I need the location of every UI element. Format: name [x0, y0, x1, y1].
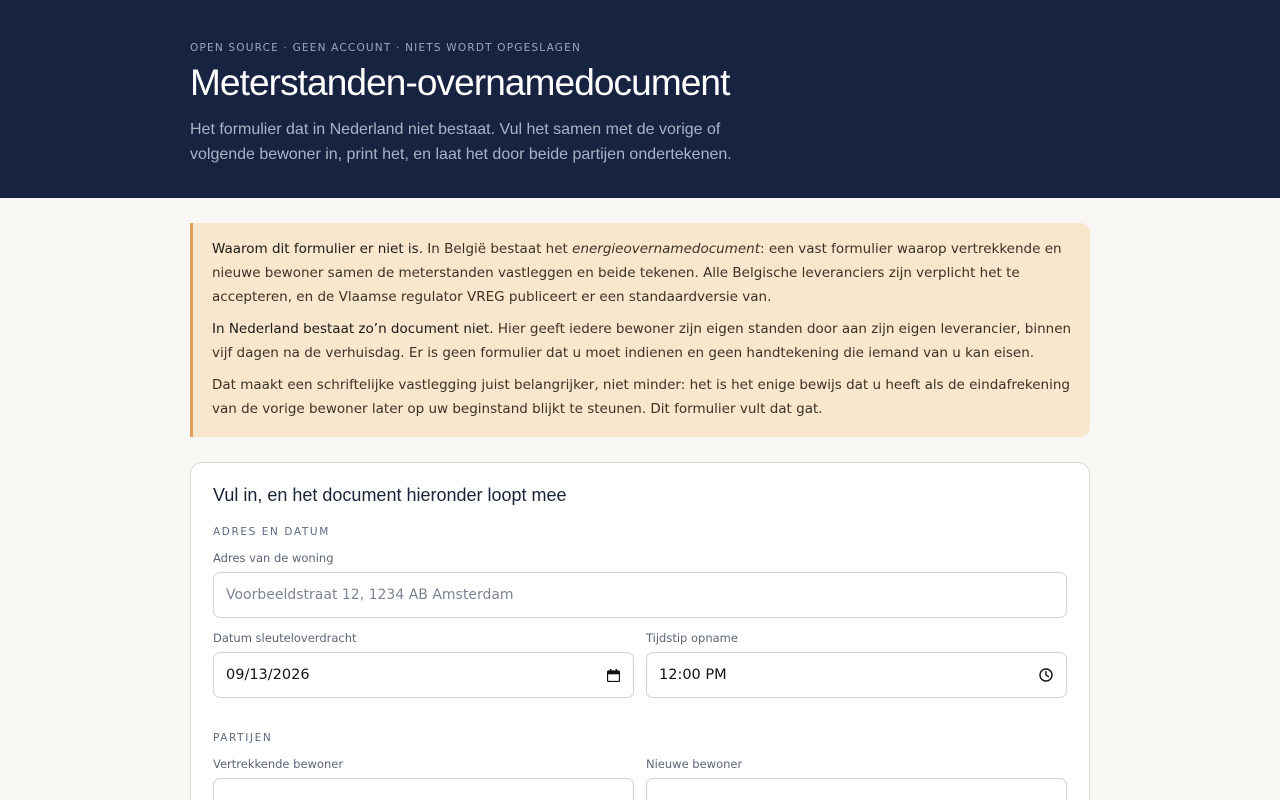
notice-text-1a: In België bestaat het [423, 241, 573, 257]
date-input[interactable] [213, 652, 634, 698]
time-value: 12:00 PM [659, 667, 727, 683]
calendar-icon[interactable] [605, 667, 621, 683]
notice-lead-2: In Nederland bestaat zo’n document niet. [212, 321, 494, 337]
leaving-resident-input[interactable] [213, 778, 634, 800]
date-field [213, 631, 634, 698]
notice-text-1b: : een vast formulier waarop vertrekkende en nieuwe bewoner samen de meterstanden vastleggen en beide tekenen. Alle Belgische leveranciers zijn verplicht het te accepteren, en de Vlaamse regulator VREG publiceert er een standaardversie van. [212, 241, 1062, 305]
date-label: Datum sleuteloverdracht [213, 631, 357, 645]
address-label: Adres van de woning [213, 551, 334, 565]
new-resident-field [646, 757, 1067, 800]
time-input[interactable] [646, 652, 1067, 698]
notice-emphasis: energieovernamedocument [572, 241, 760, 257]
clock-icon[interactable] [1038, 667, 1054, 683]
header-eyebrow: OPEN SOURCE · GEEN ACCOUNT · NIETS WORDT OPGESLAGEN [190, 42, 582, 54]
notice-lead-1: Waarom dit formulier er niet is. [212, 241, 423, 257]
time-field [646, 631, 1067, 698]
page-header [0, 0, 1280, 198]
address-input[interactable]: Voorbeeldstraat 12, 1234 AB Amsterdam [213, 572, 1067, 618]
parties-row [213, 757, 1067, 800]
page-title: Meterstanden-overnamedocument [190, 62, 730, 103]
notice-paragraph-1 [212, 237, 1072, 309]
form-title: Vul in, en het document hieronder loopt mee [213, 485, 567, 505]
form-card [190, 462, 1090, 800]
notice-paragraph-3: Dat maakt een schriftelijke vastlegging juist belangrijker, niet minder: het is het enige bewijs dat u heeft als de eindafrekening van de vorige bewoner later op uw beginstand blijkt te steunen. Dit formulier vult dat gat. [212, 377, 1070, 417]
time-label: Tijdstip opname [646, 631, 738, 645]
page-subtitle: Het formulier dat in Nederland niet bestaat. Vul het samen met de vorige of volgende bewoner in, print het, en laat het door beide partijen ondertekenen. [190, 121, 732, 163]
info-notice [190, 223, 1090, 437]
notice-text-2: Hier geeft iedere bewoner zijn eigen standen door aan zijn eigen leverancier, binnen vijf dagen na de verhuisdag. Er is geen formulier dat u moet indienen en geen handtekening die iemand van u kan eisen. [212, 321, 1072, 361]
new-resident-input[interactable] [646, 778, 1067, 800]
date-value: 09/13/2026 [226, 667, 310, 683]
address-field [213, 551, 1067, 618]
section-label-address: ADRES EN DATUM [213, 526, 330, 538]
notice-paragraph-2 [212, 317, 1072, 365]
section-label-parties: PARTIJEN [213, 732, 273, 744]
header-inner [190, 0, 1090, 167]
new-resident-label: Nieuwe bewoner [646, 757, 743, 771]
leaving-resident-field [213, 757, 634, 800]
date-time-row [213, 631, 1067, 698]
main-content [190, 223, 1090, 800]
leaving-resident-label: Vertrekkende bewoner [213, 757, 344, 771]
